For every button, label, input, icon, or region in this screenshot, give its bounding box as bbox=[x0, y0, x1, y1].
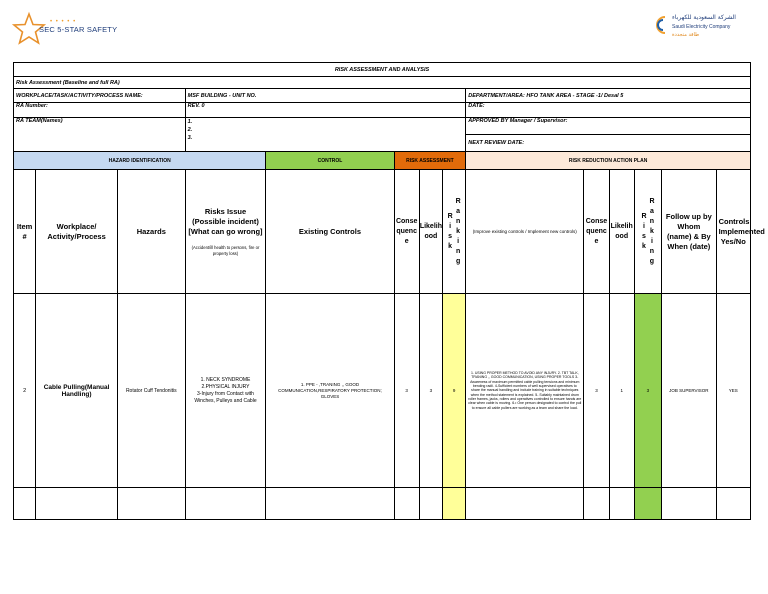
department-label: DEPARTMENT/AREA: HFO TANK AREA - STAGE -1/ Desal 5 bbox=[466, 89, 751, 103]
col-risks-note: (Accident/ill health to persons, fire or property loss) bbox=[191, 245, 260, 256]
approved-label: APPROVED BY Manager / Supervisor: bbox=[466, 118, 751, 135]
col-new-consequence: Consequence bbox=[584, 170, 609, 294]
risk-3: 3-Injury from Contact with Winches, Pulleys and Cable bbox=[194, 390, 257, 404]
row-implemented: YES bbox=[716, 294, 750, 488]
col-new-risk: Risk bbox=[641, 212, 647, 250]
logo-text: SEC 5-STAR SAFETY bbox=[39, 25, 118, 34]
risk-reduction-header: RISK REDUCTION ACTION PLAN bbox=[466, 152, 751, 170]
row-workplace: Cable Pulling(Manual Handling) bbox=[36, 294, 118, 488]
team-member-2: 2. bbox=[187, 127, 193, 133]
row-ranking: 9 bbox=[443, 294, 466, 488]
col-new-likelihood: Likelihood bbox=[609, 170, 634, 294]
col-risks bbox=[185, 170, 266, 294]
col-likelihood: Likelihood bbox=[419, 170, 442, 294]
table-row bbox=[14, 294, 751, 488]
company-name-arabic: الشركة السعودية للكهرباء bbox=[672, 14, 736, 21]
ra-type: Risk Assessment (Baseline and full RA) bbox=[14, 77, 751, 89]
row-existing-controls: 1. PPE - ,TRANING ,, GOOD COMMUNICATION,RESPIRATORY PROTECTION; GLOVES bbox=[266, 294, 394, 488]
saudi-electricity-logo bbox=[650, 14, 760, 44]
row-likelihood: 3 bbox=[419, 294, 442, 488]
risk-2: 2.PHYSICAL INJURY bbox=[201, 383, 250, 390]
col-controls-implemented: Controls Implemented Yes/No bbox=[716, 170, 750, 294]
col-follow-up: Follow up by Whom (name) & By When (date) bbox=[662, 170, 717, 294]
risk-assessment-table bbox=[13, 62, 765, 520]
row-follow-up: JOB SUPERVISOR bbox=[662, 294, 717, 488]
row-action-plan: 1. USING PROPER METHOD TO AVOID ANY INJURY. 2. TBT TALK, TRANING ,, GOOD COMMUNICATION, USING PROPER TOOLS 3- Awareness of maximum permitted cable pulling tensions and minimum bending radii. 4-Sufficient numbers of well supervised operatives to share the manual handling and include training in suitable techniques when the method statement is explained. 5- Suitably maintained drum roller frames, jacks, rollers and operatives controlled to ensure hands are clear when cable is moving. 6.• One person designated to control the pull to ensure all cable pullers are working as a team and share the load. bbox=[466, 294, 584, 488]
date-label: DATE: bbox=[466, 103, 751, 118]
next-review-label: NEXT REVIEW DATE: bbox=[466, 135, 751, 152]
table-row-empty bbox=[14, 488, 751, 520]
col-hazards: Hazards bbox=[117, 170, 185, 294]
row-item: 2 bbox=[14, 294, 36, 488]
form-title: RISK ASSESSMENT AND ANALYSIS bbox=[14, 63, 751, 77]
company-tagline-arabic: طاقة متجددة bbox=[672, 32, 700, 38]
col-existing-controls: Existing Controls bbox=[266, 170, 394, 294]
col-risks-title: Risks Issue (Possible incident) [What can go wrong] bbox=[188, 207, 263, 237]
ra-number-label: RA Number: bbox=[14, 103, 186, 118]
logo-dots: • • • • • bbox=[50, 19, 77, 25]
col-consequence: Consequence bbox=[394, 170, 419, 294]
col-item: Item # bbox=[14, 170, 36, 294]
col-risk-ranking bbox=[443, 170, 466, 294]
hazard-identification-header: HAZARD IDENTIFICATION bbox=[14, 152, 266, 170]
col-improve-controls: (Improve existing controls / Implement new controls) bbox=[466, 170, 584, 294]
rev-value: REV. 0 bbox=[185, 103, 466, 118]
col-ranking: Ranking bbox=[455, 197, 461, 265]
sec-emblem-icon bbox=[650, 14, 670, 36]
team-member-3: 3. bbox=[187, 135, 193, 141]
row-consequence: 3 bbox=[394, 294, 419, 488]
row-new-ranking: 3 bbox=[634, 294, 661, 488]
workplace-label: WORKPLACE/TASK/ACTIVITY/PROCESS NAME: bbox=[14, 89, 186, 103]
control-header: CONTROL bbox=[266, 152, 394, 170]
ra-team-list bbox=[185, 118, 466, 152]
row-new-likelihood: 1 bbox=[609, 294, 634, 488]
risk-1: 1. NECK SYNDROME bbox=[200, 376, 251, 383]
company-name-english: Saudi Electricity Company bbox=[672, 24, 731, 30]
col-workplace: Workplace/ Activity/Process bbox=[36, 170, 118, 294]
row-risks bbox=[185, 294, 266, 488]
row-new-consequence: 3 bbox=[584, 294, 609, 488]
team-member-1: 1. bbox=[187, 119, 193, 125]
workplace-value: MSF BUILDING - UNIT NO. bbox=[185, 89, 466, 103]
ra-team-label: RA TEAM(Names) bbox=[14, 118, 186, 152]
col-new-ranking: Ranking bbox=[649, 197, 655, 265]
sec-5-star-safety-logo bbox=[12, 12, 122, 48]
row-hazard: Rotator Cuff Tendonitis bbox=[117, 294, 185, 488]
risk-assessment-header: RISK ASSESSMENT bbox=[394, 152, 466, 170]
col-risk: Risk bbox=[447, 212, 453, 250]
col-new-risk-ranking bbox=[634, 170, 661, 294]
